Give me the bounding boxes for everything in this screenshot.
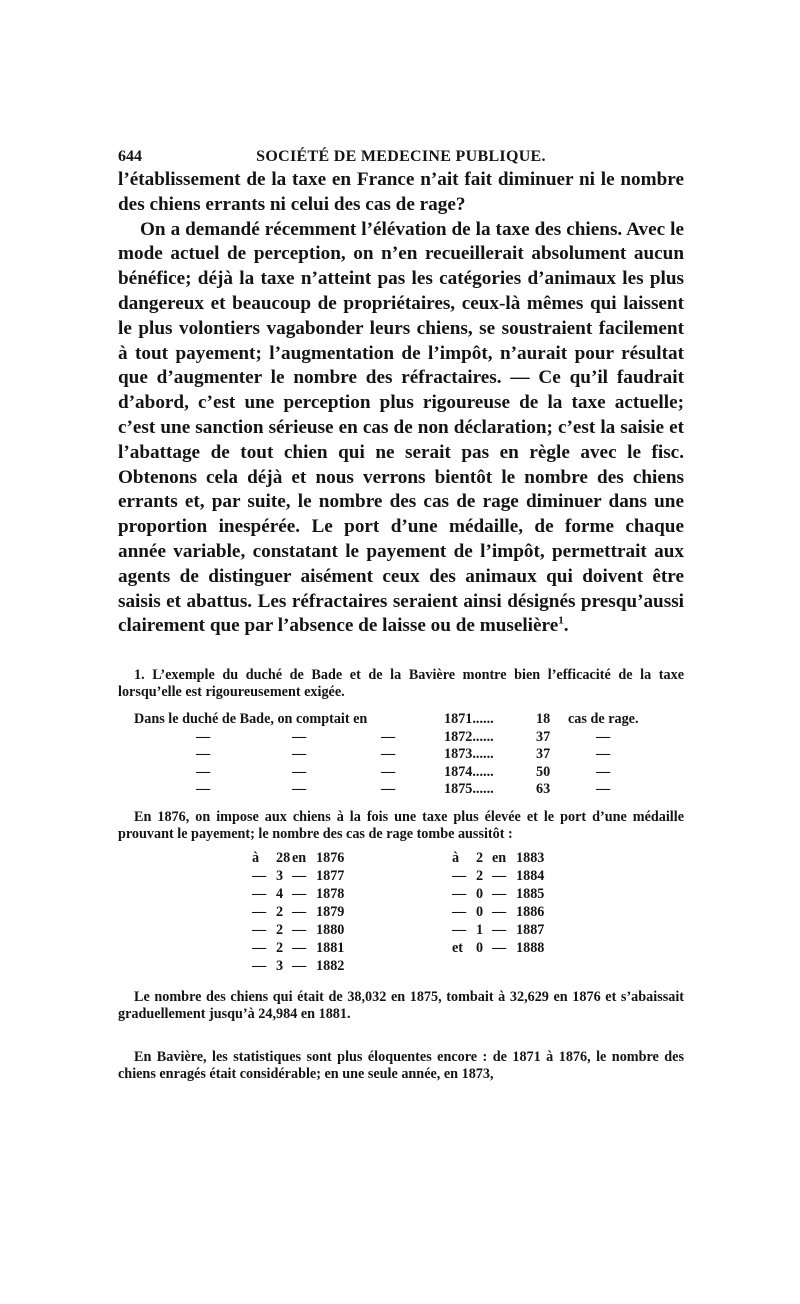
rate-value: 1 [476, 921, 484, 938]
rate-mid: — [492, 921, 507, 938]
rate-lead: — [252, 939, 267, 956]
ditto-mark: — [381, 728, 396, 745]
rate-lead: à [452, 849, 460, 866]
rate-mid: en [492, 849, 507, 866]
paragraph-2 [118, 218, 684, 640]
rate-mid: — [292, 939, 307, 956]
rates-column-left [252, 849, 392, 975]
bade-row-year: 1873...... [444, 746, 494, 763]
page-header [118, 140, 684, 168]
footnote-number: 1. [134, 667, 145, 684]
bade-row-unit: cas de rage. [568, 711, 639, 728]
ditto-mark: — [596, 763, 611, 780]
rates-column-right [452, 849, 592, 957]
footnote-reference: 1 [558, 614, 564, 627]
rate-lead: — [452, 885, 467, 902]
ditto-mark: — [596, 781, 611, 798]
rate-lead: — [452, 921, 467, 938]
rate-year: 1879 [316, 903, 345, 920]
rate-year: 1878 [316, 885, 345, 902]
rate-year: 1877 [316, 867, 345, 884]
rate-row [252, 903, 392, 921]
rate-value: 3 [276, 867, 284, 884]
rate-year: 1887 [516, 921, 545, 938]
ditto-mark: — [596, 728, 611, 745]
rate-mid: — [292, 867, 307, 884]
ditto-mark: — [292, 728, 307, 745]
rate-lead: — [252, 885, 267, 902]
bade-row-text: Dans le duché de Bade, on comptait en [134, 711, 368, 728]
rate-lead: — [252, 957, 267, 974]
rate-value: 2 [276, 921, 284, 938]
ditto-mark: — [196, 781, 211, 798]
rate-year: 1885 [516, 885, 545, 902]
paragraph-2-text: On a demandé récemment l’élévation de la taxe des chiens. Avec le mode actuel de perception, on n’en recueillerait absolument aucun bénéfice; déjà la taxe n’atteint pas les catégories d’animaux les plus dangereux et beaucoup de propriétaires, ceux-là mêmes qui laissent le plus volontiers vagabonder leurs chiens, se soustraient facilement à tout payement; l’augmentation de l’impôt, n’aurait pour résultat que d’augmenter le nombre des réfractaires. — Ce qu’il faudrait d’abord, c’est une perception plus rigoureuse de la taxe actuelle; c’est une sanction sérieuse en cas de non déclaration; c’est la saisie et l’abattage de tout chien qui ne serait pas en règle avec le fisc. Obtenons cela déjà et nous verrons bientôt le nombre des chiens errants et, par suite, le nombre des cas de rage diminuer dans une proportion inespérée. Le port d’une médaille, de forme chaque année variable, constatant le payement de l’impôt, permettrait aux agents de distinguer aisément ceux des animaux qui doivent être saisis et abattus. Les réfractaires seraient ainsi désignés presqu’aussi clairement que par l’absence de laisse ou de muselière [118, 218, 684, 637]
rate-mid: — [292, 885, 307, 902]
rate-value: 2 [476, 867, 484, 884]
rate-year: 1880 [316, 921, 345, 938]
running-title: SOCIÉTÉ DE MEDECINE PUBLIQUE. [256, 148, 546, 165]
rate-row [452, 921, 592, 939]
page-number: 644 [118, 148, 142, 165]
rate-value: 2 [276, 939, 284, 956]
rate-value: 0 [476, 939, 484, 956]
bade-rabies-table [118, 711, 684, 799]
ditto-mark: — [596, 746, 611, 763]
bade-row [118, 729, 684, 747]
rate-row [252, 885, 392, 903]
rate-mid: — [492, 939, 507, 956]
ditto-mark: — [381, 781, 396, 798]
bade-row-year: 1872...... [444, 728, 494, 745]
ditto-mark: — [196, 728, 211, 745]
rate-lead: — [452, 867, 467, 884]
footnote-intro-text: L’exemple du duché de Bade et de la Bavière montre bien l’efficacité de la taxe lorsqu’elle est rigoureusement exigée. [118, 667, 684, 701]
page [118, 140, 684, 1083]
rabies-cases-by-year [118, 849, 684, 975]
footnote-1876-paragraph: En 1876, on impose aux chiens à la fois une taxe plus élevée et le port d’une médaille prouvant le payement; le nombre des cas de rage tombe aussitôt : [118, 808, 684, 842]
rate-value: 28 [276, 849, 291, 866]
rate-row [452, 885, 592, 903]
bade-row [118, 764, 684, 782]
footnote-intro [118, 667, 684, 701]
rate-year: 1886 [516, 903, 545, 920]
ditto-mark: — [292, 763, 307, 780]
rate-value: 4 [276, 885, 284, 902]
rate-lead: — [452, 903, 467, 920]
ditto-mark: — [381, 763, 396, 780]
rate-mid: — [292, 957, 307, 974]
bade-row-count: 18 [536, 711, 551, 728]
footnote [118, 667, 684, 1083]
bade-row [118, 711, 684, 729]
rate-row [252, 921, 392, 939]
rate-mid: — [492, 885, 507, 902]
rate-row [252, 939, 392, 957]
rate-lead: à [252, 849, 260, 866]
rate-year: 1881 [316, 939, 345, 956]
ditto-mark: — [196, 746, 211, 763]
rate-row [252, 867, 392, 885]
footnote-dog-count-paragraph: Le nombre des chiens qui était de 38,032 en 1875, tombait à 32,629 en 1876 et s’abaissait graduellement jusqu’à 24,984 en 1881. [118, 988, 684, 1022]
rate-row [452, 867, 592, 885]
paragraph-1: l’établissement de la taxe en France n’ait fait diminuer ni le nombre des chiens errants ni celui des cas de rage? [118, 169, 684, 215]
bade-row [118, 781, 684, 799]
bade-row-year: 1871...... [444, 711, 494, 728]
rate-lead: — [252, 867, 267, 884]
rate-row [452, 849, 592, 867]
bade-row-year: 1874...... [444, 763, 494, 780]
rate-year: 1888 [516, 939, 545, 956]
rate-lead: — [252, 903, 267, 920]
bade-row-count: 37 [536, 746, 551, 763]
ditto-mark: — [292, 781, 307, 798]
bade-row-year: 1875...... [444, 781, 494, 798]
rate-lead: — [252, 921, 267, 938]
bade-row-count: 37 [536, 728, 551, 745]
ditto-mark: — [292, 746, 307, 763]
rate-value: 0 [476, 903, 484, 920]
rate-row [452, 939, 592, 957]
rate-value: 3 [276, 957, 284, 974]
rate-year: 1884 [516, 867, 545, 884]
ditto-mark: — [196, 763, 211, 780]
rate-value: 2 [276, 903, 284, 920]
bade-row-count: 50 [536, 763, 551, 780]
bade-row-count: 63 [536, 781, 551, 798]
rate-row [252, 849, 392, 867]
rate-year: 1876 [316, 849, 345, 866]
rate-mid: — [292, 903, 307, 920]
rate-mid: — [492, 867, 507, 884]
rate-year: 1882 [316, 957, 345, 974]
footnote-baviere-paragraph: En Bavière, les statistiques sont plus éloquentes encore : de 1871 à 1876, le nombre des chiens enragés était considérable; en une seule année, en 1873, [118, 1048, 684, 1082]
ditto-mark: — [381, 746, 396, 763]
bade-row [118, 746, 684, 764]
paragraph-2-end: . [563, 615, 569, 637]
rate-value: 2 [476, 849, 484, 866]
rate-mid: en [292, 849, 307, 866]
rate-value: 0 [476, 885, 484, 902]
main-text [118, 168, 684, 639]
rate-mid: — [292, 921, 307, 938]
rate-row [452, 903, 592, 921]
rate-year: 1883 [516, 849, 545, 866]
rate-lead: et [452, 939, 464, 956]
rate-row [252, 957, 392, 975]
rate-mid: — [492, 903, 507, 920]
